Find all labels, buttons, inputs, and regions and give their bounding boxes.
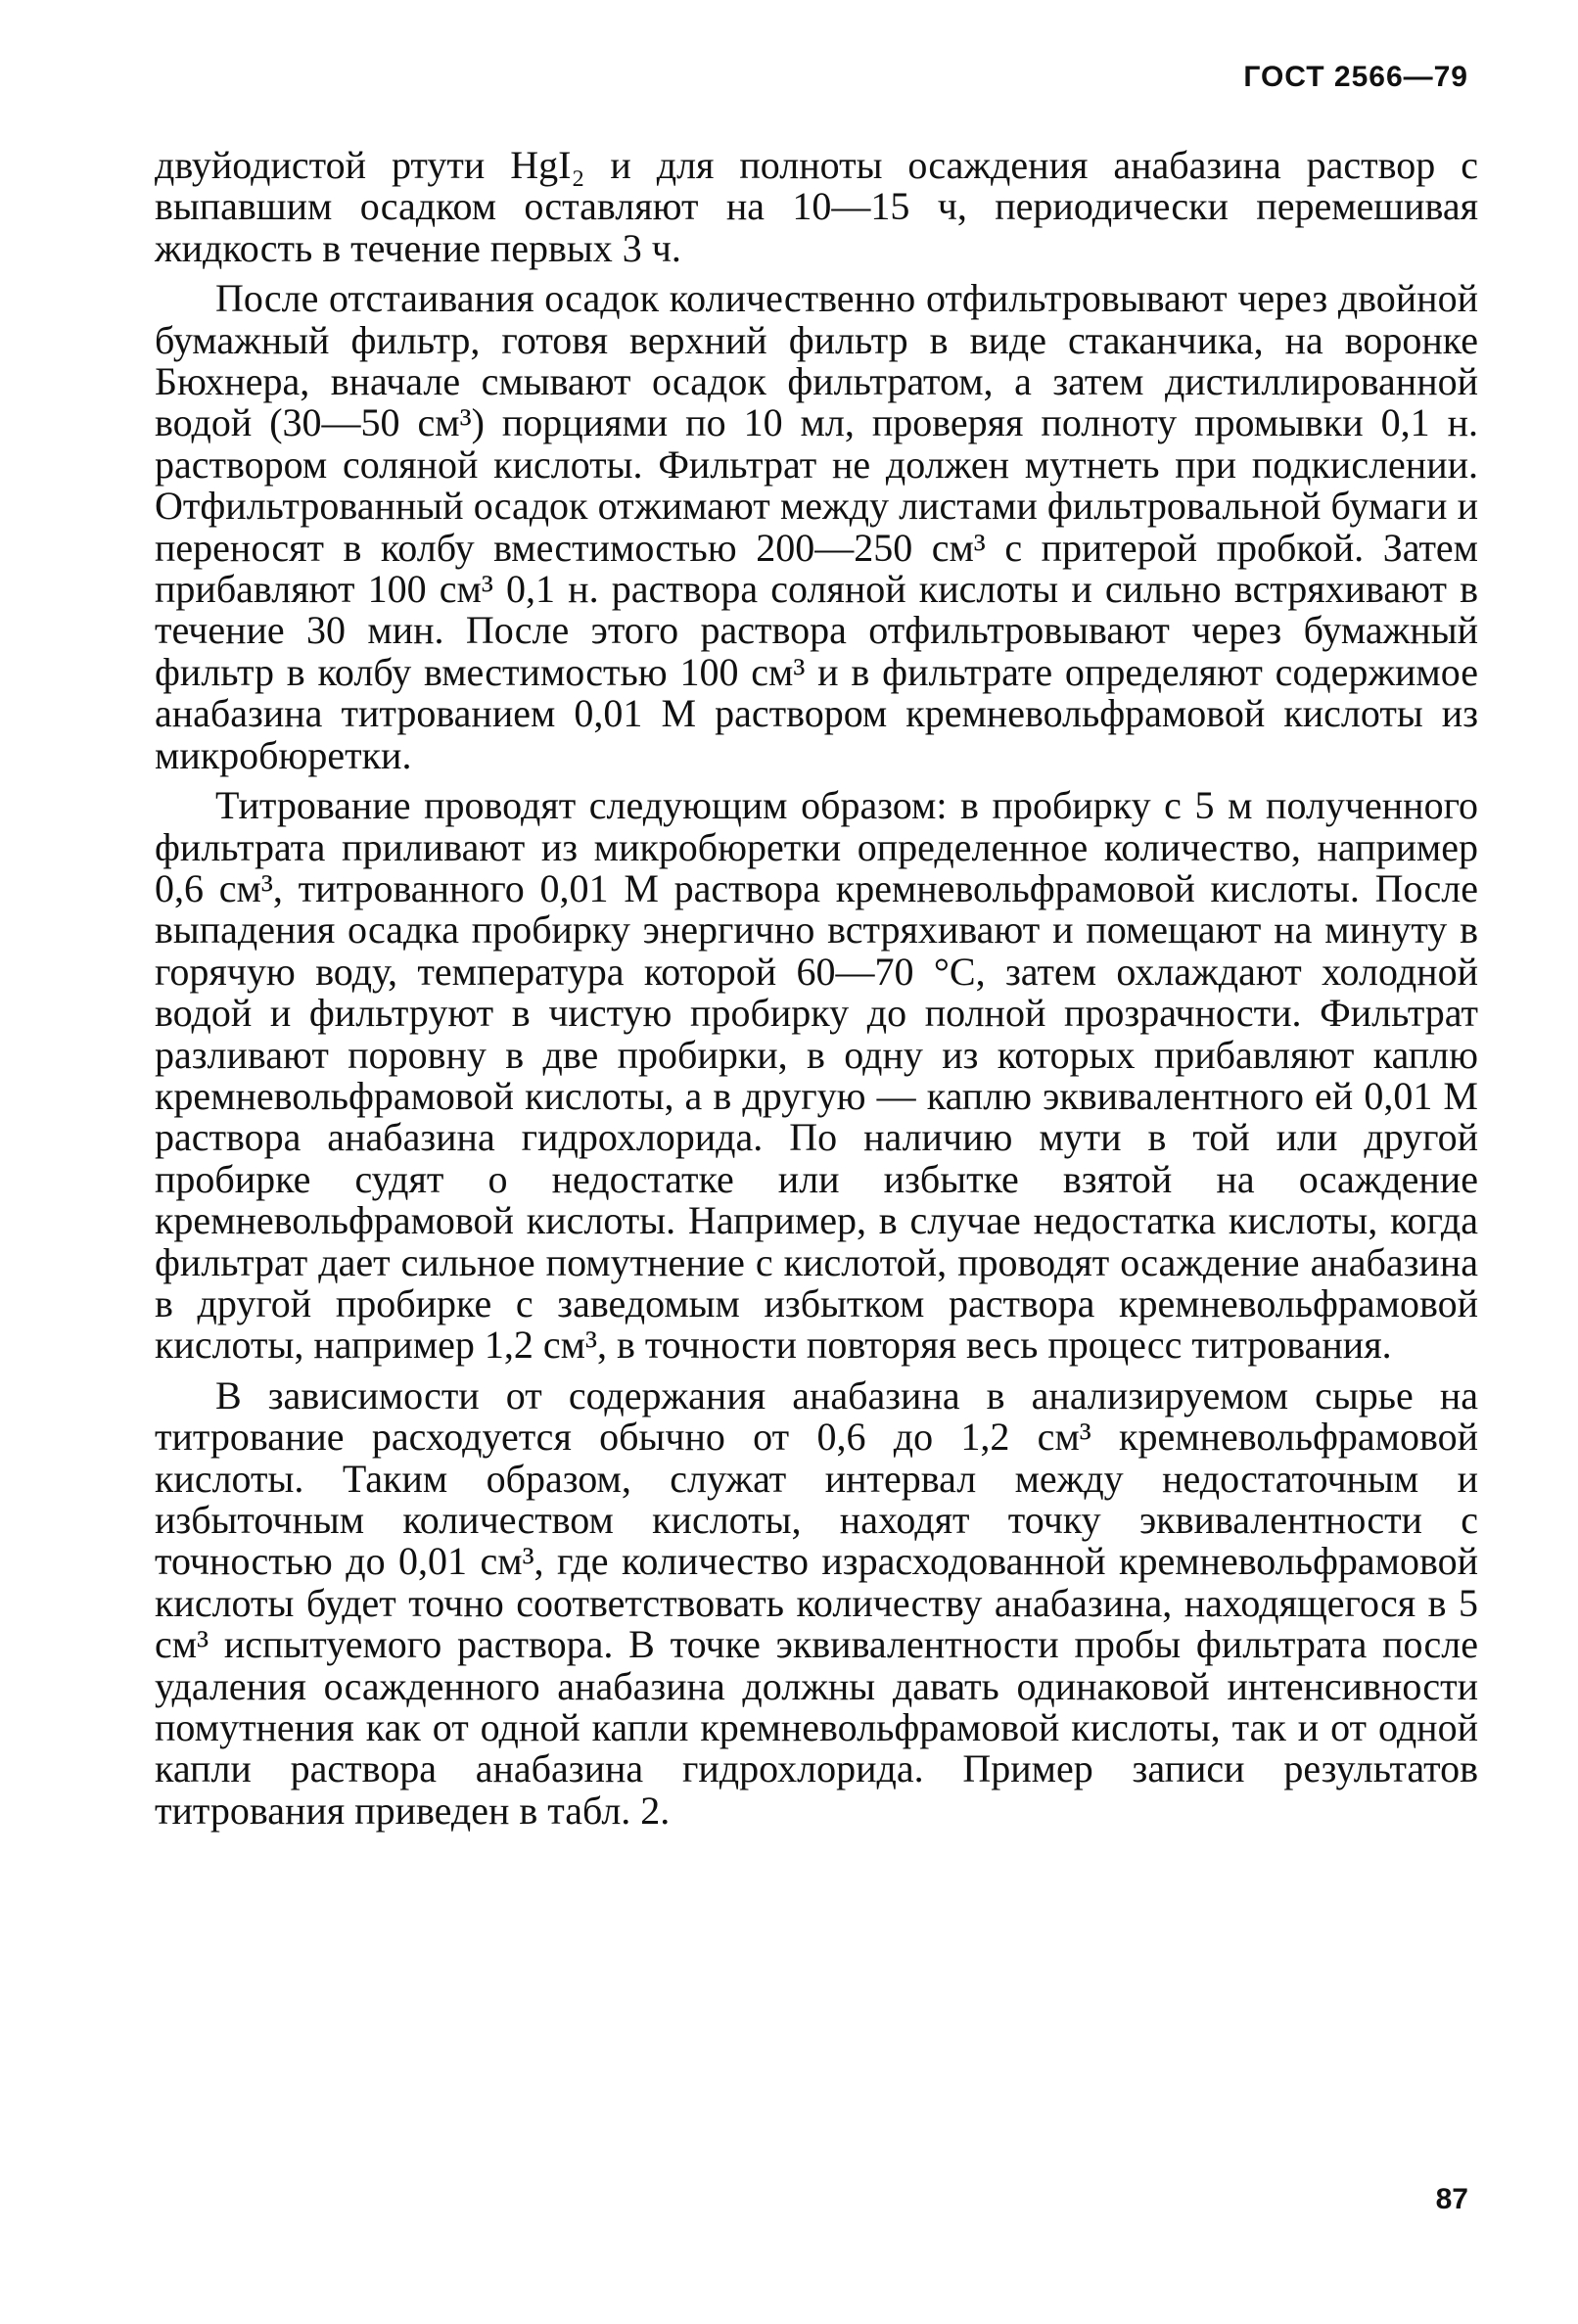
standard-code-header: ГОСТ 2566—79 <box>1243 61 1468 93</box>
paragraph-4: В зависимости от содержания анабазина в анализируемом сырье на титрование расходуется обычно от 0,6 до 1,2 см³ кремневольфрамовой кислоты. Таким образом, служат интервал между недостаточным и избыточным количеством кислоты, находят точку эквивалентности с точностью до 0,01 см³, где количество израсходованной кремневольфрамовой кислоты будет точно соответствовать количеству анабазина, находящегося в 5 см³ испытуемого раствора. В точке эквивалентности пробы фильтрата после удаления осажденного анабазина должны давать одинаковой интенсивности помутнения как от одной капли кремневольфрамовой кислоты, так и от одной капли раствора анабазина гидрохлорида. Пример записи результатов титрования приведен в табл. 2. <box>155 1372 1478 1833</box>
page-number: 87 <box>1435 2183 1468 2215</box>
body-text <box>155 145 1478 1832</box>
paragraph-3: Титрование проводят следующим образом: в пробирку с 5 м полученного фильтрата приливают из микробюретки определенное количество, например 0,6 см³, титрованного 0,01 М раствора кремневольфрамовой кислоты. После выпадения осадка пробирку энергично встряхивают и помещают на минуту в горячую воду, температура которой 60—70 °С, затем охлаждают холодной водой и фильтруют в чистую пробирку до полной прозрачности. Фильтрат разливают поровну в две пробирки, в одну из которых прибавляют каплю кремневольфрамовой кислоты, а в другую — каплю эквивалентного ей 0,01 М раствора анабазина гидрохлорида. По наличию мути в той или другой пробирке судят о недостатке или избытке взятой на осаждение кремневольфрамовой кислоты. Например, в случае недостатка кислоты, когда фильтрат дает сильное помутнение с кислотой, проводят осаждение анабазина в другой пробирке с заведомым избытком раствора кремневольфрамовой кислоты, например 1,2 см³, в точности повторяя весь процесс титрования. <box>155 783 1478 1368</box>
paragraph-1: двуйодистой ртути HgI₂ и для полноты осаждения анабазина раствор с выпавшим осадком оставляют на 10—15 ч, периодически перемешивая жидкость в течение первых 3 ч. <box>155 143 1478 270</box>
paragraph-2: После отстаивания осадок количественно отфильтровывают через двойной бумажный фильтр, готовя верхний фильтр в виде стаканчика, на воронке Бюхнера, вначале смывают осадок фильтратом, а затем дистиллированной водой (30—50 см³) порциями по 10 мл, проверяя полноту промывки 0,1 н. раствором соляной кислоты. Фильтрат не должен мутнеть при подкислении. Отфильтрованный осадок отжимают между листами фильтровальной бумаги и переносят в колбу вместимостью 200—250 см³ с притерой пробкой. Затем прибавляют 100 см³ 0,1 н. раствора соляной кислоты и сильно встряхивают в течение 30 мин. После этого раствора отфильтровывают через бумажный фильтр в колбу вместимостью 100 см³ и в фильтрате определяют содержимое анабазина титрованием 0,01 М раствором кремневольфрамовой кислоты из микробюретки. <box>155 276 1478 777</box>
